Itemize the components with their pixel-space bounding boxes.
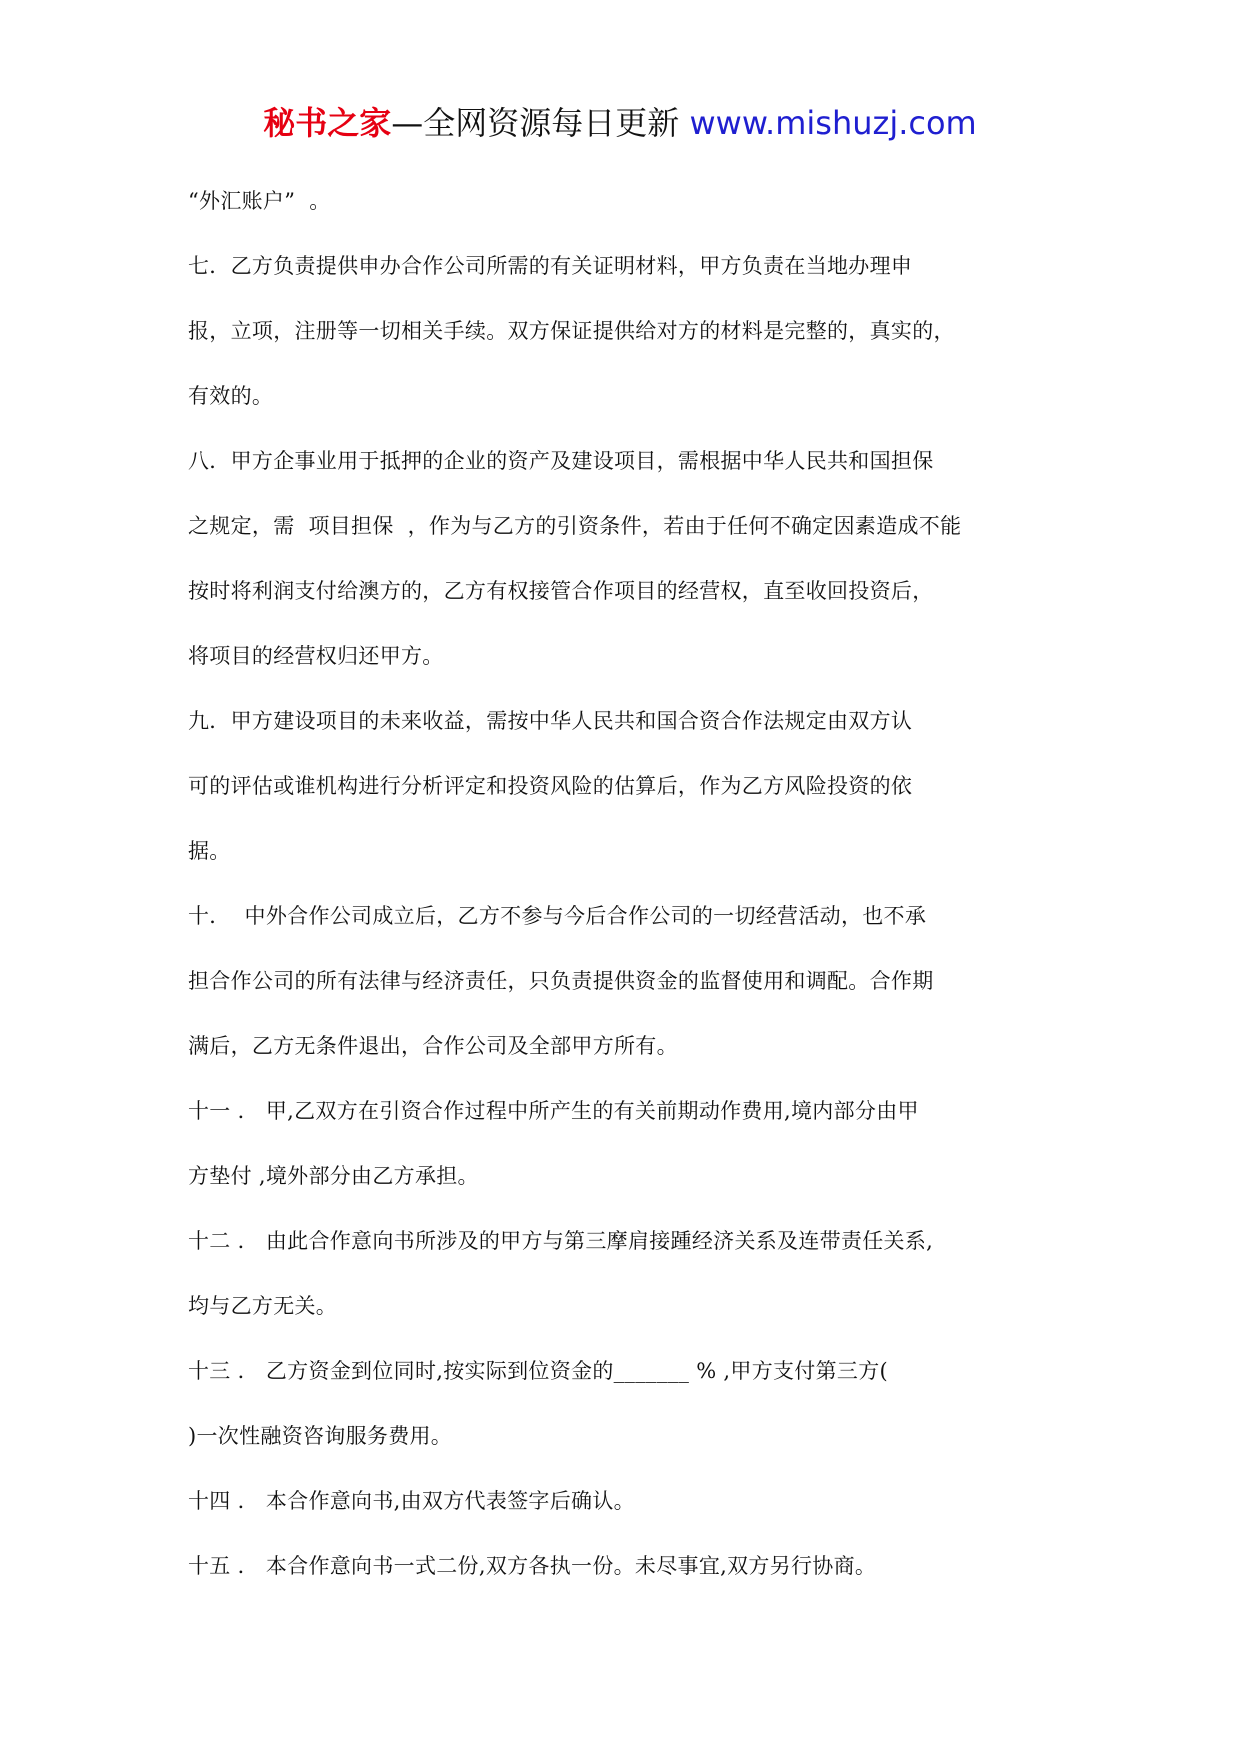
text-line: 十三 ． 乙方资金到位同时,按实际到位资金的_______ % ,甲方支付第三方( [188,1359,888,1383]
text-line: )一次性融资咨询服务费用。 [188,1424,453,1448]
text-line: 十一 ． 甲,乙双方在引资合作过程中所产生的有关前期动作费用,境内部分由甲 [188,1099,919,1123]
text-line: 均与乙方无关。 [188,1294,338,1318]
page-header [0,103,1240,143]
text-line: 之规定，需 项目担保 ，作为与乙方的引资条件，若由于任何不确定因素造成不能 [188,514,962,538]
header-website[interactable]: www.mishuzj.com [689,104,977,142]
text-line: 方垫付 ,境外部分由乙方承担。 [188,1164,479,1188]
text-line: 担合作公司的所有法律与经济责任，只负责提供资金的监督使用和调配。合作期 [188,969,934,993]
document-body [188,188,1108,1618]
text-line: 九．甲方建设项目的未来收益，需按中华人民共和国合资合作法规定由双方认 [188,709,913,733]
text-line: 十二 ． 由此合作意向书所涉及的甲方与第三摩肩接踵经济关系及连带责任关系, [188,1229,934,1253]
text-line: 七．乙方负责提供申办合作公司所需的有关证明材料，甲方负责在当地办理申 [188,254,913,278]
header-slogan: —全网资源每日更新 [391,104,680,142]
text-line: 有效的。 [188,384,274,408]
text-line: “外汇账户” 。 [188,189,331,213]
text-line: 据。 [188,839,231,863]
header-brand: 秘书之家 [263,104,392,142]
text-line: 满后，乙方无条件退出，合作公司及全部甲方所有。 [188,1034,678,1058]
text-line: 八．甲方企事业用于抵押的企业的资产及建设项目，需根据中华人民共和国担保 [188,449,934,473]
text-line: 报，立项，注册等一切相关手续。双方保证提供给对方的材料是完整的，真实的， [188,319,955,343]
text-line: 按时将利润支付给澳方的，乙方有权接管合作项目的经营权，直至收回投资后， [188,579,934,603]
text-line: 十五 ． 本合作意向书一式二份,双方各执一份。未尽事宜,双方另行协商。 [188,1554,877,1578]
text-line: 可的评估或谁机构进行分析评定和投资风险的估算后，作为乙方风险投资的依 [188,774,913,798]
text-line: 十． 中外合作公司成立后，乙方不参与今后合作公司的一切经营活动，也不承 [188,904,927,928]
text-line: 十四 ． 本合作意向书,由双方代表签字后确认。 [188,1489,635,1513]
text-line: 将项目的经营权归还甲方。 [188,644,444,668]
